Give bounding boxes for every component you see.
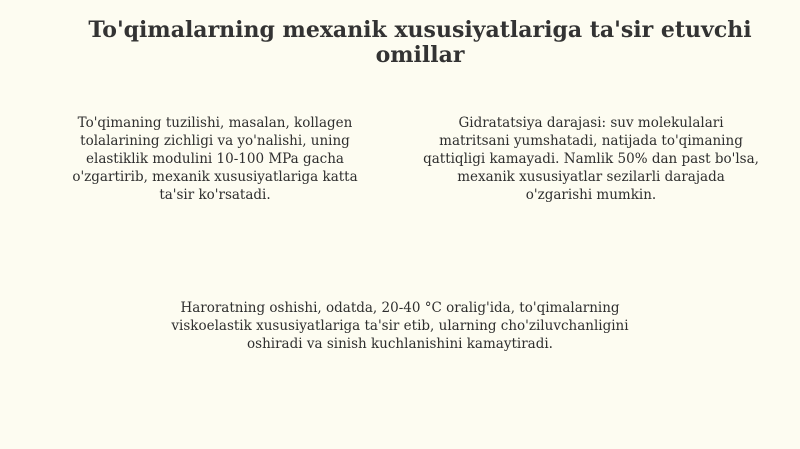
paragraph-hydration: Gidratatsiya darajasi: suv molekulalari matritsani yumshatadi, natijada to'qimaning qattiqligi kamayadi. Namlik 50% dan past bo'lsa, mexanik xususiyatlar sezilarli darajada o'zgarishi mumkin. xyxy=(423,115,759,203)
slide-title: To'qimalarning mexanik xususiyatlariga ta'sir etuvchi omillar xyxy=(88,17,752,68)
paragraph-temperature: Haroratning oshishi, odatda, 20-40 °C oralig'ida, to'qimalarning viskoelastik xususiyatlariga ta'sir etib, ularning cho'ziluvchanligini oshiradi va sinish kuchlanishini kamaytiradi. xyxy=(171,300,629,352)
paragraph-tissue-structure: To'qimaning tuzilishi, masalan, kollagen tolalarining zichligi va yo'nalishi, uning elastiklik modulini 10-100 MPa gacha o'zgartirib, mexanik xususiyatlariga katta ta'sir ko'rsatadi. xyxy=(72,115,358,203)
